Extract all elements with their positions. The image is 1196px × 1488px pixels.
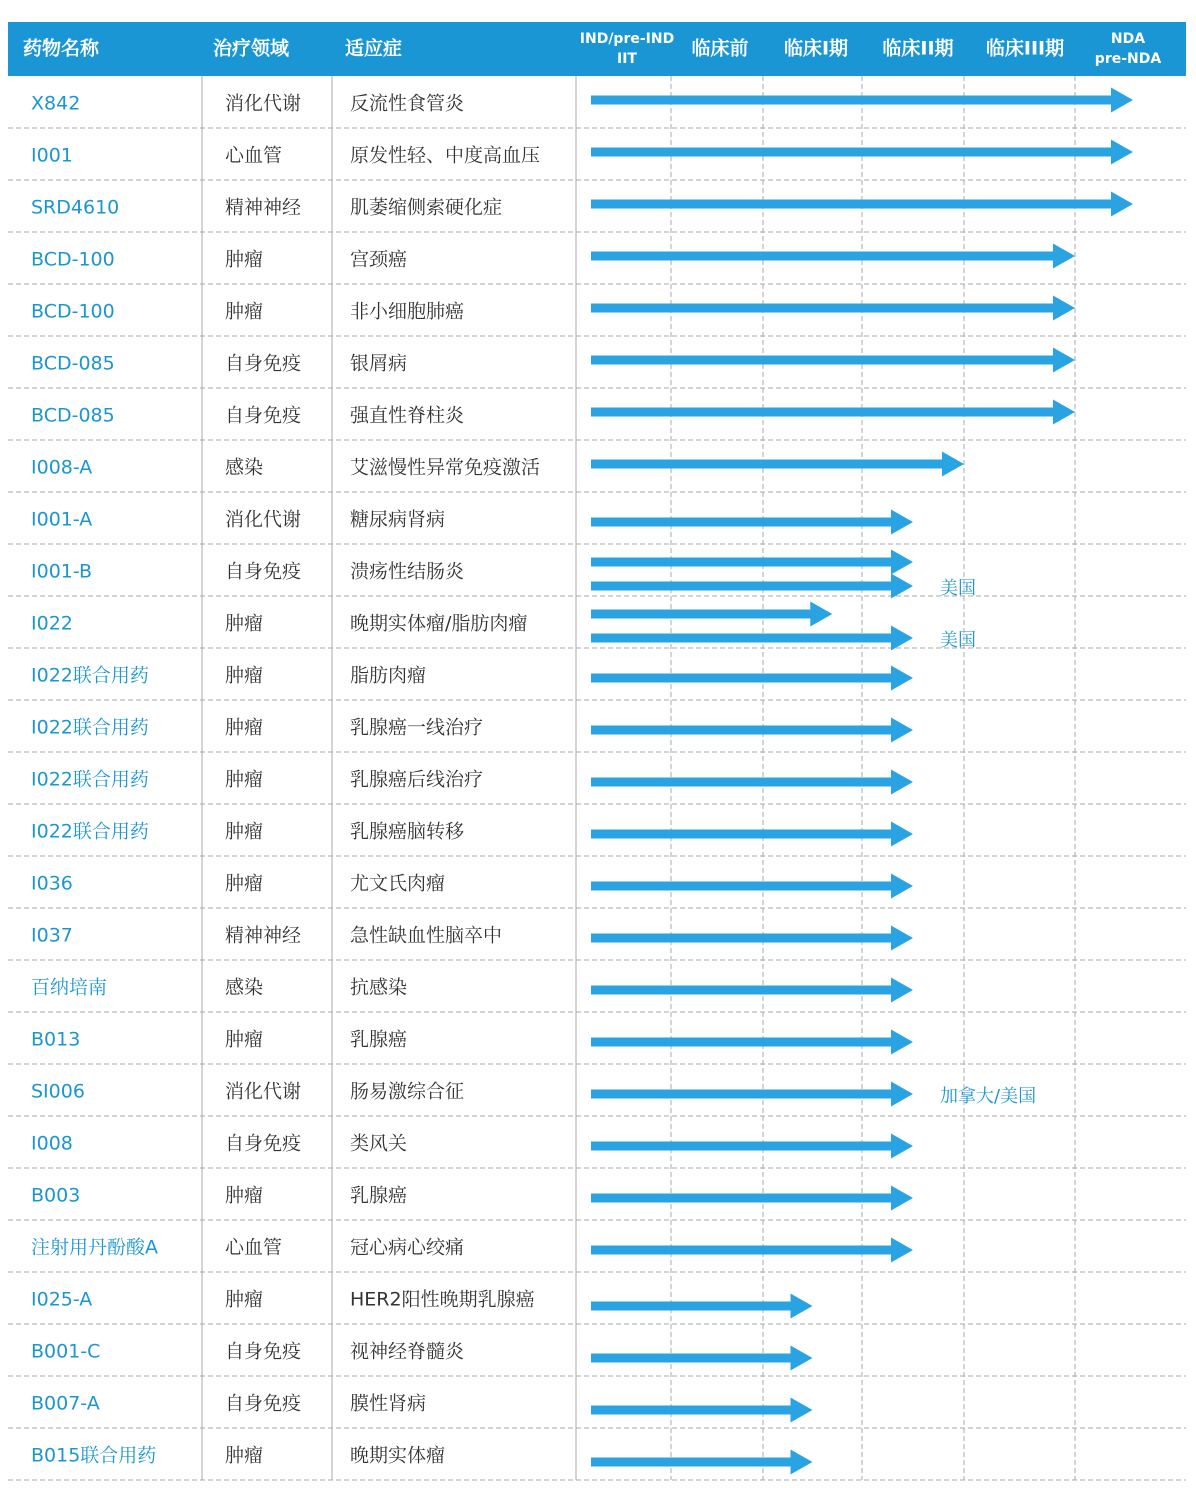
table-row bbox=[31, 665, 913, 691]
therapeutic-area: 肿瘤 bbox=[225, 1184, 264, 1207]
header-stage-5-line2: pre-NDA bbox=[1094, 51, 1162, 67]
indication: 艾滋慢性异常免疫激活 bbox=[350, 456, 541, 479]
therapeutic-area: 消化代谢 bbox=[225, 92, 302, 115]
progress-arrow bbox=[591, 400, 1075, 425]
progress-arrow bbox=[591, 1398, 813, 1423]
therapeutic-area: 心血管 bbox=[225, 1236, 283, 1259]
progress-arrow bbox=[591, 1030, 913, 1055]
progress-arrow bbox=[591, 626, 913, 651]
header-stage-3: 临床II期 bbox=[882, 37, 954, 60]
therapeutic-area: 精神神经 bbox=[225, 924, 302, 947]
drug-name: BCD-085 bbox=[31, 352, 115, 375]
progress-arrow bbox=[591, 348, 1075, 373]
progress-arrow bbox=[591, 510, 913, 535]
indication: 尤文氏肉瘤 bbox=[350, 872, 446, 895]
header-stage-0-line1: IND/pre-IND bbox=[579, 31, 675, 47]
indication: 宫颈癌 bbox=[350, 248, 408, 271]
drug-name: BCD-100 bbox=[31, 248, 115, 271]
header-stage-1: 临床前 bbox=[691, 37, 749, 60]
table-row bbox=[31, 400, 1075, 427]
therapeutic-area: 感染 bbox=[225, 976, 264, 999]
therapeutic-area: 肿瘤 bbox=[225, 1028, 264, 1051]
drug-name: 百纳培南 bbox=[31, 976, 108, 999]
indication: 非小细胞肺癌 bbox=[350, 300, 465, 323]
table-row bbox=[31, 873, 913, 899]
table-row bbox=[31, 550, 976, 600]
table-row bbox=[31, 88, 1133, 115]
indication: 冠心病心绞痛 bbox=[350, 1236, 465, 1259]
indication: 糖尿病肾病 bbox=[350, 508, 446, 531]
table-row bbox=[31, 348, 1075, 375]
table-row bbox=[31, 1289, 813, 1319]
progress-arrow bbox=[591, 1238, 913, 1263]
therapeutic-area: 感染 bbox=[225, 456, 264, 479]
drug-name: X842 bbox=[31, 92, 81, 115]
drug-name: I001-B bbox=[31, 560, 93, 583]
table-row bbox=[31, 976, 913, 1003]
therapeutic-area: 自身免疫 bbox=[225, 1132, 302, 1155]
therapeutic-area: 消化代谢 bbox=[225, 508, 302, 531]
table-row bbox=[31, 1237, 913, 1263]
progress-arrow bbox=[591, 822, 913, 847]
table-row bbox=[31, 244, 1075, 271]
drug-name: B013 bbox=[31, 1028, 81, 1051]
progress-arrow bbox=[591, 1134, 913, 1159]
indication: 抗感染 bbox=[350, 976, 408, 999]
progress-arrow bbox=[591, 602, 832, 627]
therapeutic-area: 肿瘤 bbox=[225, 248, 264, 271]
progress-arrow bbox=[591, 770, 913, 795]
table-row bbox=[31, 1133, 913, 1159]
table-row bbox=[31, 140, 1133, 167]
drug-name: B001-C bbox=[31, 1340, 101, 1363]
indication: 类风关 bbox=[350, 1132, 408, 1155]
therapeutic-area: 肿瘤 bbox=[225, 768, 264, 791]
therapeutic-area: 肿瘤 bbox=[225, 872, 264, 895]
indication: 肠易激综合征 bbox=[350, 1080, 465, 1103]
therapeutic-area: 肿瘤 bbox=[225, 1288, 264, 1311]
drug-name: B003 bbox=[31, 1184, 81, 1207]
progress-arrow bbox=[591, 978, 913, 1003]
indication: 溃疡性结肠炎 bbox=[350, 560, 465, 583]
progress-arrow bbox=[591, 926, 913, 951]
indication: 乳腺癌后线治疗 bbox=[350, 768, 484, 791]
header-therapeutic-area: 治疗领域 bbox=[213, 37, 290, 60]
table-row bbox=[31, 717, 913, 743]
table-body bbox=[31, 88, 1133, 1475]
therapeutic-area: 肿瘤 bbox=[225, 612, 264, 635]
progress-arrow bbox=[591, 1294, 813, 1319]
table-row bbox=[31, 925, 913, 951]
therapeutic-area: 肿瘤 bbox=[225, 820, 264, 843]
table-row bbox=[31, 509, 913, 535]
table-row bbox=[31, 296, 1075, 323]
indication: 膜性肾病 bbox=[350, 1392, 427, 1415]
progress-arrow bbox=[591, 1186, 913, 1211]
indication: 脂肪肉瘤 bbox=[350, 664, 427, 687]
table-row bbox=[31, 1029, 913, 1055]
drug-name: I001-A bbox=[31, 508, 93, 531]
drug-name: I022联合用药 bbox=[31, 716, 149, 739]
table-row bbox=[31, 1081, 1036, 1108]
therapeutic-area: 消化代谢 bbox=[225, 1080, 302, 1103]
indication: 反流性食管炎 bbox=[350, 92, 465, 115]
therapeutic-area: 肿瘤 bbox=[225, 1444, 264, 1467]
progress-arrow bbox=[591, 1346, 813, 1371]
indication: 乳腺癌脑转移 bbox=[350, 820, 465, 843]
header-stage-5-line1: NDA bbox=[1110, 31, 1146, 47]
progress-arrow bbox=[591, 296, 1075, 321]
progress-arrow bbox=[591, 574, 913, 599]
table-row bbox=[31, 821, 913, 847]
therapeutic-area: 精神神经 bbox=[225, 196, 302, 219]
drug-name: BCD-100 bbox=[31, 300, 115, 323]
indication: 晚期实体瘤/脂肪肉瘤 bbox=[350, 612, 528, 635]
drug-name: I008-A bbox=[31, 456, 93, 479]
header-stage-0-line2: IIT bbox=[617, 51, 637, 67]
therapeutic-area: 自身免疫 bbox=[225, 1340, 302, 1363]
drug-name: B007-A bbox=[31, 1392, 100, 1415]
header-drug-name: 药物名称 bbox=[23, 37, 100, 60]
region-note: 美国 bbox=[940, 578, 976, 599]
drug-name: I001 bbox=[31, 144, 73, 167]
therapeutic-area: 肿瘤 bbox=[225, 300, 264, 323]
therapeutic-area: 自身免疫 bbox=[225, 352, 302, 375]
indication: 乳腺癌 bbox=[350, 1028, 408, 1051]
region-note: 加拿大/美国 bbox=[940, 1086, 1037, 1107]
drug-name: I022联合用药 bbox=[31, 820, 149, 843]
therapeutic-area: 肿瘤 bbox=[225, 716, 264, 739]
therapeutic-area: 肿瘤 bbox=[225, 664, 264, 687]
drug-name: 注射用丹酚酸A bbox=[31, 1236, 158, 1259]
progress-arrow bbox=[591, 666, 913, 691]
header-stage-4: 临床III期 bbox=[985, 37, 1065, 60]
drug-name: I036 bbox=[31, 872, 73, 895]
progress-arrow bbox=[591, 550, 913, 575]
region-note: 美国 bbox=[940, 630, 976, 651]
indication: 银屑病 bbox=[350, 352, 408, 375]
drug-name: B015联合用药 bbox=[31, 1444, 157, 1467]
drug-name: I008 bbox=[31, 1132, 73, 1155]
table-header bbox=[8, 22, 1186, 76]
table-row bbox=[31, 769, 913, 795]
indication: 急性缺血性脑卒中 bbox=[350, 924, 503, 947]
indication: 晚期实体瘤 bbox=[350, 1444, 446, 1467]
drug-name: I022联合用药 bbox=[31, 768, 149, 791]
header-stage-2: 临床I期 bbox=[783, 37, 849, 60]
indication: 原发性轻、中度高血压 bbox=[350, 144, 541, 167]
therapeutic-area: 自身免疫 bbox=[225, 560, 302, 583]
drug-name: BCD-085 bbox=[31, 404, 115, 427]
drug-name: SI006 bbox=[31, 1080, 85, 1103]
drug-name: I037 bbox=[31, 924, 73, 947]
therapeutic-area: 自身免疫 bbox=[225, 404, 302, 427]
drug-name: I022 bbox=[31, 612, 73, 635]
progress-arrow bbox=[591, 1082, 913, 1107]
progress-arrow bbox=[591, 718, 913, 743]
drug-name: I022联合用药 bbox=[31, 664, 149, 687]
progress-arrow bbox=[591, 874, 913, 899]
table-row bbox=[31, 1445, 813, 1475]
table-row bbox=[31, 1393, 813, 1423]
indication: 视神经脊髓炎 bbox=[350, 1340, 465, 1363]
indication: 肌萎缩侧索硬化症 bbox=[350, 196, 503, 219]
indication: HER2阳性晚期乳腺癌 bbox=[350, 1288, 535, 1311]
table-row bbox=[31, 602, 976, 652]
progress-arrow bbox=[591, 244, 1075, 269]
table-row bbox=[31, 1185, 913, 1211]
drug-name: I025-A bbox=[31, 1288, 93, 1311]
indication: 乳腺癌一线治疗 bbox=[350, 716, 484, 739]
progress-arrow bbox=[591, 452, 964, 477]
therapeutic-area: 自身免疫 bbox=[225, 1392, 302, 1415]
progress-arrow bbox=[591, 1450, 813, 1475]
header-indication: 适应症 bbox=[345, 37, 403, 60]
table-row bbox=[31, 452, 964, 479]
table-row bbox=[31, 1341, 813, 1371]
drug-name: SRD4610 bbox=[31, 196, 120, 219]
indication: 强直性脊柱炎 bbox=[350, 404, 465, 427]
table-row bbox=[31, 192, 1133, 219]
indication: 乳腺癌 bbox=[350, 1184, 408, 1207]
therapeutic-area: 心血管 bbox=[225, 144, 283, 167]
